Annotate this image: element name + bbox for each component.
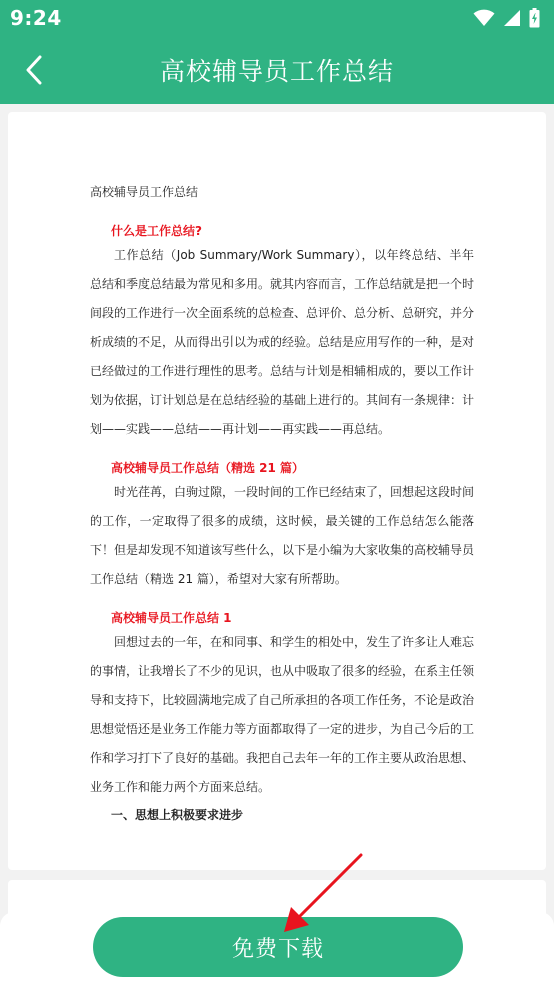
wifi-icon <box>473 9 495 27</box>
section-subheading: 一、思想上积极要求进步 <box>111 808 244 822</box>
free-download-button[interactable]: 免费下载 <box>93 917 463 977</box>
page-title: 高校辅导员工作总结 <box>159 57 394 86</box>
app-bar <box>0 36 554 104</box>
cell-signal-icon <box>503 9 521 27</box>
document-preview[interactable] <box>8 112 546 870</box>
status-time: 9:24 <box>10 6 62 30</box>
section-heading: 高校辅导员工作总结 1 <box>111 611 232 625</box>
section-paragraph: 工作总结（Job Summary/Work Summary），以年终总结、半年总结和季度总结最为常见和多用。就其内容而言，工作总结就是把一个时间段的工作进行一次全面系统的总检查、总评价、总分析、总研究，并分析成绩的不足，从而得出引以为戒的经验。总结是应用写作的一种，是对已经做过的工作进行理性的思考。总结与计划是相辅相成的，要以工作计划为依据，订计划总是在总结经验的基础上进行的。其间有一条规律：计划——实践——总结——再计划——再实践——再总结。 <box>90 248 475 436</box>
section-heading: 什么是工作总结? <box>111 224 202 238</box>
status-bar <box>0 0 554 36</box>
section-paragraph: 时光荏苒，白驹过隙，一段时间的工作已经结束了，回想起这段时间的工作，一定取得了很多的成绩，这时候，最关键的工作总结怎么能落下！但是却发现不知道该写些什么，以下是小编为大家收集的高校辅导员工作总结（精选 21 篇），希望对大家有所帮助。 <box>90 485 475 586</box>
battery-icon <box>529 8 540 28</box>
document-title: 高校辅导员工作总结 <box>90 185 199 199</box>
section-heading: 高校辅导员工作总结（精选 21 篇） <box>111 461 305 475</box>
status-icons <box>473 8 540 28</box>
section-paragraph: 回想过去的一年，在和同事、和学生的相处中，发生了许多让人难忘的事情，让我增长了不少的见识，也从中吸取了很多的经验，在系主任领导和支持下，比较圆满地完成了自己所承担的各项工作任务，不论是政治思想觉悟还是业务工作能力等方面都取得了一定的进步，为自己今后的工作和学习打下了良好的基础。我把自己去年一年的工作主要从政治思想、业务工作和能力两个方面来总结。 <box>90 635 475 794</box>
